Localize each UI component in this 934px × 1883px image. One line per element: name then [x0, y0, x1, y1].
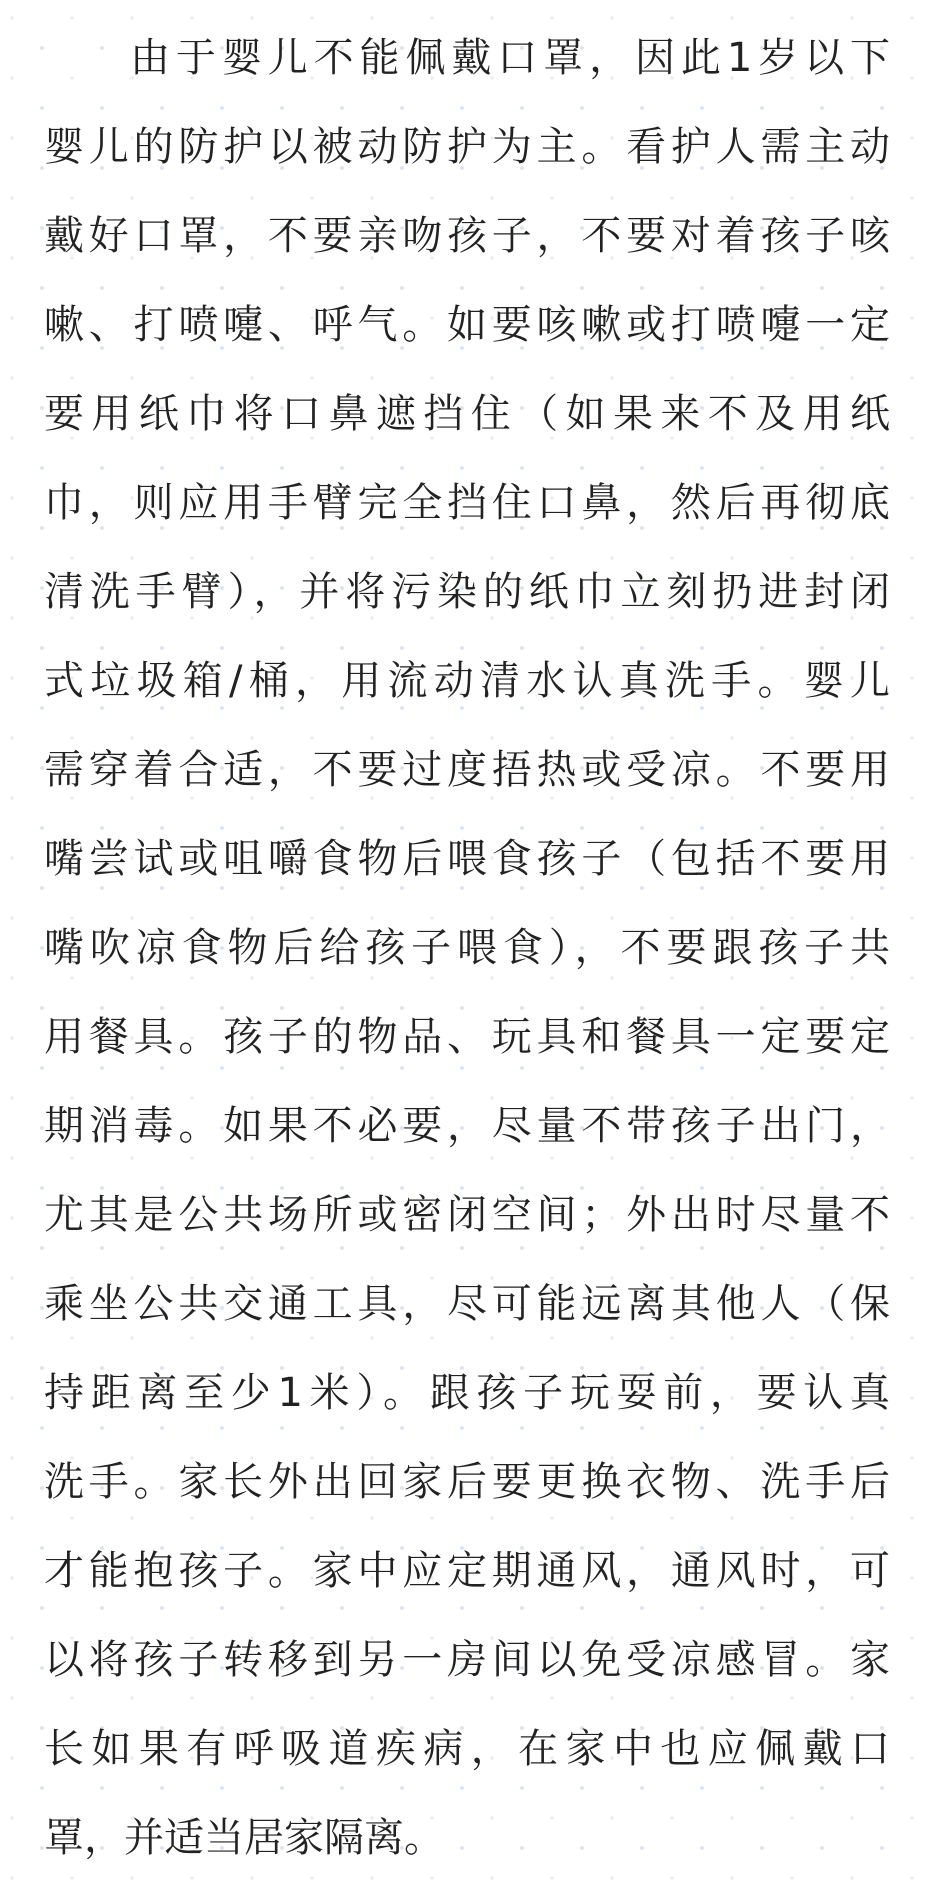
paragraph-line: 式垃圾箱/桶，用流动清水认真洗手。婴儿 — [44, 658, 890, 704]
paragraph-line: 长如果有呼吸道疾病，在家中也应佩戴口 — [44, 1726, 890, 1772]
paragraph-line: 清洗手臂），并将污染的纸巾立刻扔进封闭 — [44, 569, 890, 615]
paragraph-line: 嗽、打喷嚏、呼气。如要咳嗽或打喷嚏一定 — [44, 302, 890, 348]
paragraph-line: 尤其是公共场所或密闭空间；外出时尽量不 — [44, 1192, 890, 1238]
paragraph-line: 婴儿的防护以被动防护为主。看护人需主动 — [44, 124, 890, 170]
paragraph-line: 期消毒。如果不必要，尽量不带孩子出门， — [44, 1103, 890, 1149]
paragraph-line: 乘坐公共交通工具，尽可能远离其他人（保 — [44, 1281, 890, 1327]
paragraph-line: 持距离至少1米）。跟孩子玩耍前，要认真 — [44, 1370, 890, 1416]
paragraph-line: 洗手。家长外出回家后要更换衣物、洗手后 — [44, 1459, 890, 1505]
paragraph-line: 巾，则应用手臂完全挡住口鼻，然后再彻底 — [44, 480, 890, 526]
paragraph-line: 用餐具。孩子的物品、玩具和餐具一定要定 — [44, 1014, 890, 1060]
paragraph-line: 罩，并适当居家隔离。 — [44, 1815, 444, 1861]
paragraph-line: 嘴吹凉食物后给孩子喂食），不要跟孩子共 — [44, 925, 890, 971]
paragraph-line: 需穿着合适，不要过度捂热或受凉。不要用 — [44, 747, 890, 793]
article-body — [44, 14, 890, 1883]
paragraph-line: 嘴尝试或咀嚼食物后喂食孩子（包括不要用 — [44, 836, 890, 882]
paragraph-line: 以将孩子转移到另一房间以免受凉感冒。家 — [44, 1637, 890, 1683]
paragraph-line: 由于婴儿不能佩戴口罩，因此1岁以下 — [130, 35, 890, 81]
paragraph-line: 要用纸巾将口鼻遮挡住（如果来不及用纸 — [44, 391, 890, 437]
paragraph-line: 才能抱孩子。家中应定期通风，通风时，可 — [44, 1548, 890, 1594]
paragraph-line: 戴好口罩，不要亲吻孩子，不要对着孩子咳 — [44, 213, 890, 259]
